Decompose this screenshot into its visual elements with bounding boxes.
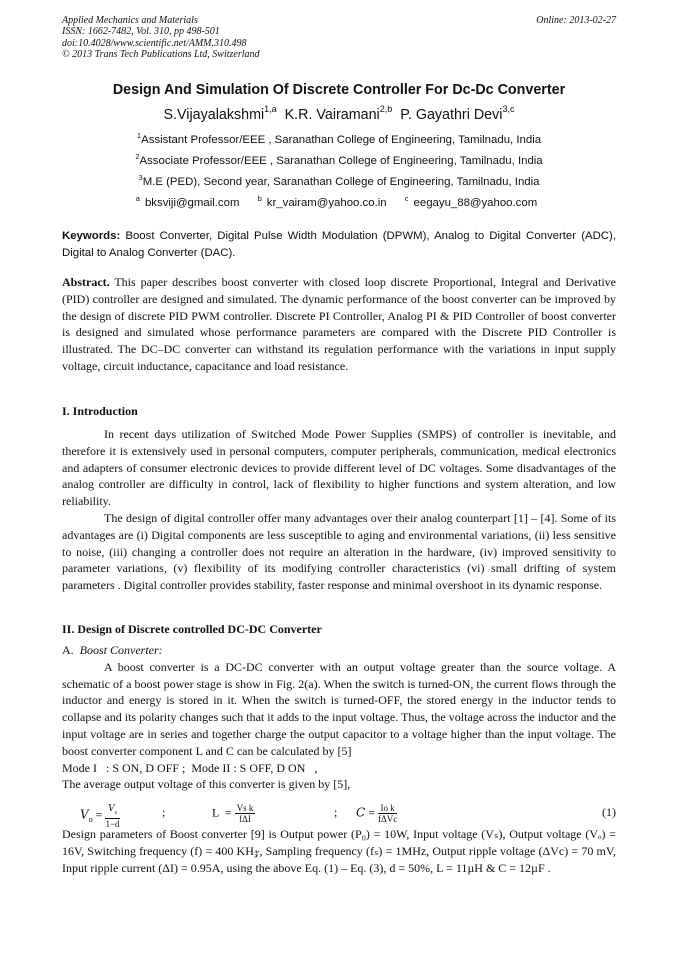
section-body: [62, 642, 616, 793]
eq-c-fraction: [378, 803, 397, 824]
paper-title: Design And Simulation Of Discrete Controller For Dc-Dc Converter: [112, 82, 566, 98]
journal-header: [62, 15, 260, 60]
paragraph: A boost converter is a DC-DC converter with an output voltage greater than the source voltage. A schematic of a boost power stage is show in Fig. 2(a). When the switch is turned-ON, the current flows through the inductor and energy is stored in it. When the switch is turned-OFF, the stored energy in the inductor tends to collapse and its polarity changes such that it adds to the input voltage. Thus, the voltage across the inductor and the input voltage are in series and together charge the output capacitor to a voltage higher than the input voltage. The boost converter component L and C can be calculated by [5]: [62, 659, 616, 758]
abstract-label: Abstract.: [62, 275, 110, 289]
affiliation: [0, 131, 678, 146]
email-sup: b: [257, 194, 262, 203]
eq-l-den: fΔI: [239, 814, 251, 824]
keywords-label: Keywords:: [62, 230, 121, 242]
author-name: S.Vijayalakshmi: [163, 107, 265, 123]
modes-line: Mode I : S ON, D OFF ; Mode II : S OFF, D ON ,: [62, 760, 318, 775]
email: [257, 194, 392, 209]
avg-line: The average output voltage of this converter is given by [5],: [62, 777, 351, 792]
keywords: [62, 228, 616, 262]
eq-vo-num: V: [108, 804, 115, 814]
email-text: bksviji@gmail.com: [144, 197, 240, 209]
email-text: kr_vairam@yahoo.co.in: [266, 197, 387, 209]
doi: doi:10.4028/www.scientific.net/AMM.310.498: [62, 37, 247, 49]
abstract-text: This paper describes boost converter with closed loop discrete Proportional, Integral and Derivative (PID) controller are designed and simulated. The dynamic performance of the boost converter can be improved by the design of discrete PID PWM controller. Discrete PI Controller, Analog PI & PID Controller of boost converter is designed and simulated whose performance parameters are compared with the Discrete PID Controller is illustrated. The DC–DC converter can withstand its regulation performance with the variations in input supply voltage, circuit inductance, capacitance and load resistance.: [62, 275, 616, 373]
affiliation-text: M.E (PED), Second year, Saranathan College of Engineering, Tamilnadu, India: [142, 176, 540, 188]
subsection-label: A.: [62, 643, 74, 657]
email: [404, 194, 542, 209]
eq-separator: ;: [162, 805, 166, 819]
affiliation: [0, 152, 678, 167]
section-heading: I. Introduction: [62, 404, 138, 418]
subsection-name: Boost Converter:: [79, 643, 163, 657]
eq-l: L = $\frac{\text{Vs k}}{\text{fΔI}}$: [212, 803, 254, 824]
affiliation-sup: 2: [135, 152, 140, 161]
eq-c-den: fΔVc: [377, 814, 398, 824]
eq-l-fraction: [235, 803, 256, 824]
email: [135, 194, 245, 209]
eq-vo-den: 1−d: [105, 818, 120, 829]
copyright: © 2013 Trans Tech Publications Ltd, Switzerland: [62, 48, 260, 60]
section-heading: II. Design of Discrete controlled DC-DC Converter: [62, 622, 322, 636]
author-list: [0, 104, 678, 123]
design-parameters: Design parameters of Boost converter [9] is Output power (P₀) = 10W, Input voltage (Vₛ), Output voltage (Vₒ) = 16V, Switching frequency (f) = 400 KH𝓏, Sampling frequency (fₛ) = 1MHz, Output ripple voltage (ΔVc) = 70 mV, Input ripple current (ΔI) = 0.95A, using the above Eq. (1) – Eq. (3), d = 50%, L = 11µH & C = 12µF .: [62, 827, 616, 875]
eq-vo-symbol: V: [80, 807, 89, 822]
paragraph: In recent days utilization of Switched Mode Power Supplies (SMPS) of controller is inevitable, and therefore it is extensively used in personal computers, computer peripherals, communication, medical electronics and adapters of consumer electronic devices to provide different level of DC voltages. Some disadvantages of the analog controller are difficulty in control, lack of flexibility to higher functions and system alteration, and low reliability.: [62, 427, 616, 509]
author-name: P. Gayathri Devi: [400, 107, 503, 123]
affiliation: [0, 173, 678, 188]
eq-number: (1): [602, 805, 616, 819]
eq-c-num: Io k: [378, 803, 397, 814]
online-date: Online: 2013-02-27: [536, 15, 616, 26]
affiliation-text: Associate Professor/EEE , Saranathan College of Engineering, Tamilnadu, India: [139, 155, 543, 167]
abstract: [62, 274, 616, 375]
eq-vo-sub: o: [88, 815, 93, 825]
eq-vo: $V_o$ = $\frac{V_s}{1-d}$: [80, 804, 120, 829]
author-sup: 1,a: [264, 104, 277, 114]
author-name: K.R. Vairamani: [284, 107, 380, 123]
section-body: [62, 426, 616, 594]
email-sup: a: [135, 194, 140, 203]
eq-c: C = $\frac{\text{Io k}}{\text{fΔVc}}$: [356, 803, 398, 824]
affiliation-text: Assistant Professor/EEE , Saranathan College of Engineering, Tamilnadu, India: [141, 134, 542, 146]
eq-vo-num-sub: s: [114, 809, 117, 816]
affiliation-sup: 3: [138, 173, 143, 182]
eq-c-symbol: C: [356, 805, 366, 820]
keywords-text: Boost Converter, Digital Pulse Width Modulation (DPWM), Analog to Digital Converter (ADC), Digital to Analog Converter (DAC).: [62, 230, 616, 259]
issn: ISSN: 1662-7482, Vol. 310, pp 498-501: [62, 26, 220, 38]
email-text: eegayu_88@yahoo.com: [413, 197, 538, 209]
affiliation-sup: 1: [136, 131, 142, 140]
subsection-title: [62, 642, 616, 659]
author-sup: 2,b: [379, 104, 393, 114]
eq-l-num: Vs k: [236, 803, 254, 813]
author-sup: 3,c: [502, 104, 515, 114]
paragraph: The design of digital controller offer many advantages over their analog counterpart [1] – [4]. Some of its advantages are (i) Digital components are less susceptible to aging and environmental variations, (ii) less sensitive to noise, (iii) changing a controller does not require an alteration in the hardware, (iv) improved sensitivity to parameter variations, (v) flexibility of its modifying controller characteristics (vi) small drifting of system parameters . Digital controller provides stability, faster response and minimal overshoot in its dynamic response.: [62, 510, 616, 593]
eq-separator: ;: [334, 805, 338, 819]
email-list: [0, 194, 678, 209]
journal-name: Applied Mechanics and Materials: [62, 15, 198, 26]
eq-vo-fraction: [105, 803, 119, 829]
equation-1: [62, 799, 616, 827]
eq-l-symbol: L: [212, 805, 219, 820]
email-sup: c: [404, 194, 409, 203]
